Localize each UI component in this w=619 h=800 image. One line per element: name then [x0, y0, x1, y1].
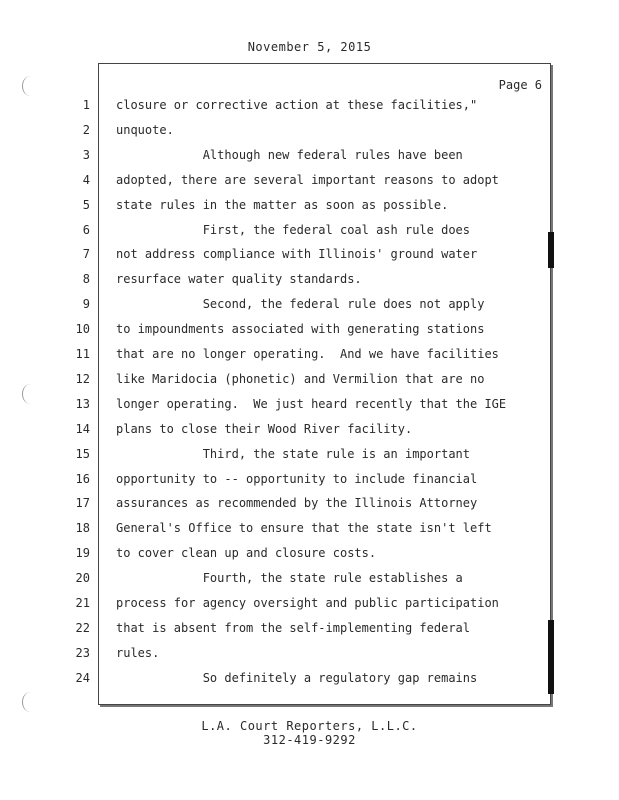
edge-mark [548, 232, 554, 268]
line-text: unquote. [116, 123, 174, 137]
line-number: 20 [75, 571, 90, 585]
line-text: adopted, there are several important reasons to adopt [116, 173, 499, 187]
line-text: So definitely a regulatory gap remains [116, 671, 478, 685]
line-number: 6 [82, 223, 90, 237]
line-number: 21 [75, 596, 90, 610]
line-text: process for agency oversight and public participation [116, 596, 499, 610]
line-number: 1 [82, 98, 90, 112]
line-text: rules. [116, 646, 160, 660]
line-text: state rules in the matter as soon as possible. [116, 198, 449, 212]
punch-hole-mark [22, 692, 39, 712]
line-text: Although new federal rules have been [116, 148, 463, 162]
line-text: to cover clean up and closure costs. [116, 546, 377, 560]
line-text: First, the federal coal ash rule does [116, 223, 471, 237]
edge-mark [548, 620, 554, 694]
line-number: 22 [75, 621, 90, 635]
line-number: 2 [82, 123, 90, 137]
transcript-date: November 5, 2015 [247, 40, 372, 54]
line-text: to impoundments associated with generating stations [116, 322, 485, 336]
line-text: like Maridocia (phonetic) and Vermilion that are no [116, 372, 485, 386]
line-text: Fourth, the state rule establishes a [116, 571, 463, 585]
line-text: opportunity to -- opportunity to include financial [116, 472, 478, 486]
line-text: that are no longer operating. And we have facilities [116, 347, 499, 361]
line-text: not address compliance with Illinois' ground water [116, 247, 478, 261]
line-text: Second, the federal rule does not apply [116, 297, 485, 311]
line-text: Third, the state rule is an important [116, 447, 471, 461]
line-number: 19 [75, 546, 90, 560]
line-text: General's Office to ensure that the state isn't left [116, 521, 492, 535]
line-text: that is absent from the self-implementing federal [116, 621, 471, 635]
line-number: 23 [75, 646, 90, 660]
punch-hole-mark [22, 384, 39, 404]
line-number: 18 [75, 521, 90, 535]
line-text: resurface water quality standards. [116, 272, 362, 286]
line-number: 8 [82, 272, 90, 286]
line-number: 13 [75, 397, 90, 411]
line-text: longer operating. We just heard recently that the IGE [116, 397, 507, 411]
line-number: 16 [75, 472, 90, 486]
line-number: 15 [75, 447, 90, 461]
footer-company: L.A. Court Reporters, L.L.C. [201, 719, 418, 733]
line-text: assurances as recommended by the Illinois Attorney [116, 496, 478, 510]
line-text: plans to close their Wood River facility. [116, 422, 413, 436]
punch-hole-mark [22, 76, 39, 96]
line-number: 24 [75, 671, 90, 685]
line-number: 17 [75, 496, 90, 510]
line-number: 5 [82, 198, 90, 212]
page-number: Page 6 [498, 78, 542, 92]
line-text: closure or corrective action at these facilities," [116, 98, 478, 112]
line-number: 11 [75, 347, 90, 361]
footer-phone: 312-419-9292 [263, 733, 356, 747]
line-number: 4 [82, 173, 90, 187]
line-number: 14 [75, 422, 90, 436]
line-number: 3 [82, 148, 90, 162]
line-number: 12 [75, 372, 90, 386]
line-number: 7 [82, 247, 90, 261]
line-number: 10 [75, 322, 90, 336]
line-number: 9 [82, 297, 90, 311]
